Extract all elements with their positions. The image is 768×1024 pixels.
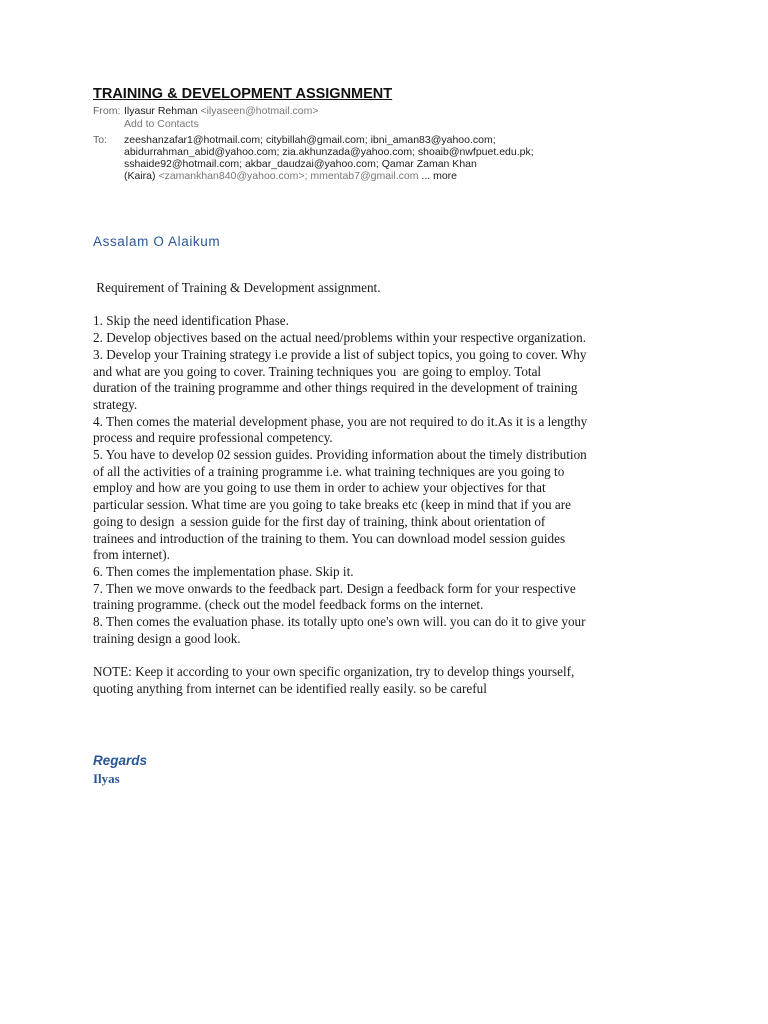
from-line: [93, 105, 319, 117]
greeting: Assalam O Alaikum: [93, 234, 221, 249]
sender-email[interactable]: <ilyaseen@hotmail.com>: [200, 105, 319, 117]
body-line: process and require professional competency.: [93, 430, 333, 446]
body-line: training design a good look.: [93, 630, 241, 646]
recipient-name[interactable]: (Kaira): [124, 170, 156, 182]
note-line: quoting anything from internet can be identified really easily. so be careful: [93, 680, 487, 696]
body-line: training programme. (check out the model feedback forms on the internet.: [93, 597, 484, 613]
document-title: TRAINING & DEVELOPMENT ASSIGNMENT: [93, 86, 393, 102]
body-line: particular session. What time are you going to take breaks etc (keep in mind that if you are: [93, 497, 572, 513]
recipient-emails[interactable]: <zamankhan840@yahoo.com>; mmentab7@gmail.com: [158, 170, 419, 182]
to-label-row: [93, 134, 124, 146]
body-line: 6. Then comes the implementation phase. Skip it.: [93, 563, 354, 579]
body-line: trainees and introduction of the training to them. You can download model session guides: [93, 530, 566, 546]
recipients-line-3[interactable]: sshaide92@hotmail.com; akbar_daudzai@yahoo.com; Qamar Zaman Khan: [124, 158, 477, 170]
body-line: employ and how are you going to use them in order to achiew your objectives for that: [93, 480, 546, 496]
body-line: 1. Skip the need identification Phase.: [93, 313, 289, 329]
sender-name[interactable]: Ilyasur Rehman: [124, 105, 198, 117]
body-line: strategy.: [93, 396, 138, 412]
body-line: from internet).: [93, 547, 170, 563]
body-line: of all the activities of a training programme i.e. what training techniques are you going to: [93, 463, 565, 479]
recipients-line-1[interactable]: zeeshanzafar1@hotmail.com; citybillah@gmail.com; ibni_aman83@yahoo.com;: [124, 134, 496, 146]
message-body: [93, 280, 693, 698]
note-line: NOTE: Keep it according to your own specific organization, try to develop things yourself,: [93, 664, 575, 680]
body-line: 3. Develop your Training strategy i.e provide a list of subject topics, you going to cover. Why: [93, 346, 587, 362]
body-line: going to design a session guide for the first day of training, think about orientation of: [93, 513, 546, 529]
to-label: To:: [93, 134, 108, 146]
intro-line: Requirement of Training & Development assignment.: [93, 280, 381, 295]
more-recipients-link[interactable]: ... more: [421, 170, 457, 182]
body-line: 8. Then comes the evaluation phase. its totally upto one's own will. you can do it to give your: [93, 614, 586, 630]
recipients-line-4: [124, 170, 457, 182]
body-line: 7. Then we move onwards to the feedback part. Design a feedback form for your respective: [93, 580, 576, 596]
body-line: 2. Develop objectives based on the actual need/problems within your respective organization.: [93, 330, 587, 346]
body-line: 4. Then comes the material development phase, you are not required to do it.As it is a lengthy: [93, 413, 588, 429]
regards: Regards: [93, 753, 148, 768]
recipients-line-2[interactable]: abidurrahman_abid@yahoo.com; zia.akhunzada@yahoo.com; shoaib@nwfpuet.edu.pk;: [124, 146, 534, 158]
body-line: 5. You have to develop 02 session guides. Providing information about the timely distribution: [93, 447, 587, 463]
body-line: duration of the training programme and other things required in the development of training: [93, 380, 578, 396]
add-to-contacts-link[interactable]: Add to Contacts: [124, 118, 199, 130]
signature-name: Ilyas: [93, 771, 120, 786]
body-line: and what are you going to cover. Training techniques you are going to employ. Total: [93, 363, 542, 379]
from-label: From:: [93, 105, 121, 117]
